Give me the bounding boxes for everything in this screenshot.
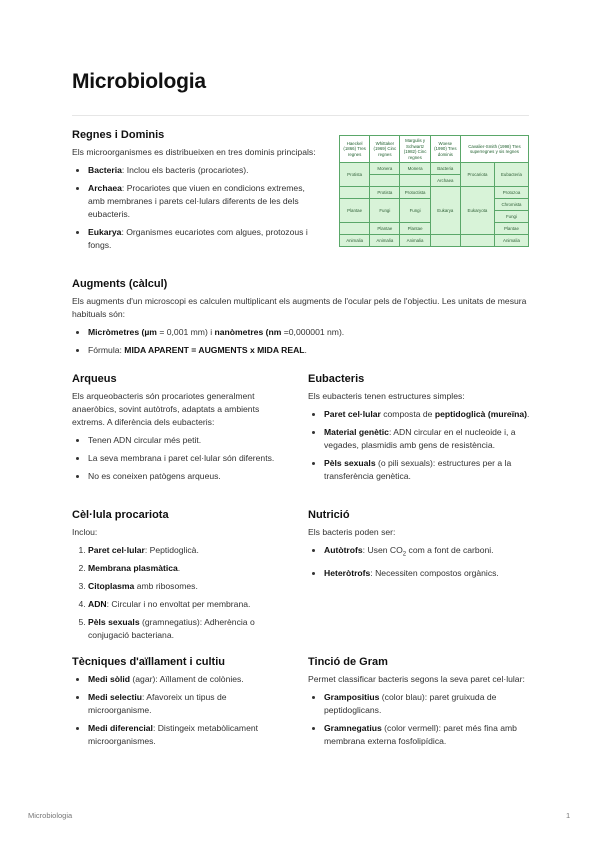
- section-intro: Permet classificar bacteris segons la seva paret cel·lular:: [308, 674, 525, 684]
- section-cellula: [72, 509, 282, 647]
- table-cell: Archaea: [430, 175, 460, 187]
- table-cell: Chromista: [494, 199, 528, 211]
- table-cell: Fungi: [400, 199, 430, 223]
- table-cell: Animalia: [340, 235, 370, 247]
- table-cell: Monera: [370, 163, 400, 175]
- list-item: 5. Pèls sexuals (gramnegatius): Adherència o conjugació bacteriana.: [88, 616, 282, 642]
- list-item: 3. Citoplasma amb ribosomes.: [88, 580, 282, 593]
- section-heading: Eubacteris: [308, 373, 365, 385]
- section-heading: Cèl·lula procariota: [72, 509, 169, 521]
- section-intro: Els eubacteris tenen estructures simples:: [308, 391, 465, 401]
- table-header: Cavalier-Smith (1998) Tres superregnes y sis regnes: [460, 136, 528, 163]
- table-cell: Animalia: [494, 235, 528, 247]
- table-cell: Fungi: [494, 211, 528, 223]
- table-header: Whittaker (1969) Cinc regnes: [370, 136, 400, 163]
- table-header: Woese (1990) Tres dominis: [430, 136, 460, 163]
- gram-list: [308, 691, 530, 748]
- section-heading: Arqueus: [72, 373, 117, 385]
- list-item: • Paret cel·lular composta de peptidoglicà (mureïna).: [324, 408, 530, 421]
- section-gram: [308, 656, 530, 753]
- table-cell: Eukaryota: [460, 187, 494, 235]
- list-item: • Medi sòlid (agar): Aïllament de colònies.: [88, 673, 282, 686]
- list-item: 1. Paret cel·lular: Peptidoglicà.: [88, 544, 282, 557]
- table-cell: Animalia: [370, 235, 400, 247]
- section-intro: Inclou:: [72, 527, 98, 537]
- section-heading: Regnes i Dominis: [72, 129, 165, 141]
- list-item: • Medi selectiu: Afavoreix un tipus de microorganisme.: [88, 691, 282, 717]
- section-heading: Nutrició: [308, 509, 350, 521]
- list-item: 4. ADN: Circular i no envoltat per membrana.: [88, 598, 282, 611]
- list-item: • Bacteria: Inclou els bacteris (procariotes).: [88, 164, 322, 177]
- table-cell: Fungi: [370, 199, 400, 223]
- regnes-list: [72, 164, 322, 252]
- cellula-list: [72, 544, 282, 642]
- table-cell: [430, 235, 460, 247]
- list-item: • Heteròtrofs: Necessiten compostos orgànics.: [324, 567, 530, 580]
- table-header: Haeckel (1866) Tres regnes: [340, 136, 370, 163]
- list-item: • Eukarya: Organismes eucariotes com algues, protozous i fongs.: [88, 226, 322, 252]
- table-cell: Animalia: [400, 235, 430, 247]
- list-item: • Tenen ADN circular més petit.: [88, 434, 282, 447]
- table-cell: Plantae: [400, 223, 430, 235]
- section-intro: Els bacteris poden ser:: [308, 527, 396, 537]
- section-intro: Els arqueobacteris són procariotes generalment anaeròbics, sovint autòtrofs, adaptats a ambients extrems. A diferència dels eubacteris:: [72, 391, 260, 427]
- table-cell: Monera: [400, 163, 430, 175]
- table-cell: Plantae: [494, 223, 528, 235]
- list-item: 2. Membrana plasmàtica.: [88, 562, 282, 575]
- section-intro: Els microorganismes es distribueixen en tres dominis principals:: [72, 147, 316, 157]
- section-heading: Tinció de Gram: [308, 656, 388, 668]
- table-cell: Eukarya: [430, 187, 460, 235]
- table-cell: Plantae: [340, 199, 370, 223]
- nutricio-list: [308, 544, 530, 580]
- table-cell: Protozoa: [494, 187, 528, 199]
- section-heading: Augments (càlcul): [72, 278, 168, 290]
- table-cell: [340, 223, 370, 235]
- list-item: • Micròmetres (µm = 0,001 mm) i nanòmetres (nm =0,000001 nm).: [88, 326, 530, 339]
- list-item: • La seva membrana i paret cel·lular són diferents.: [88, 452, 282, 465]
- section-heading: Tècniques d'aïllament i cultiu: [72, 656, 225, 668]
- arqueus-list: [72, 434, 282, 483]
- list-item: • Medi diferencial: Distingeix metabòlicament microorganismes.: [88, 722, 282, 748]
- table-cell: Procariota: [460, 163, 494, 187]
- section-regnes: [72, 129, 322, 257]
- list-item: • Gramnegatius (color vermell): paret més fina amb membrana externa fosfolipídica.: [324, 722, 530, 748]
- list-item: • Autòtrofs: Usen $CO_2$ com a font de carboni.: [324, 544, 530, 562]
- table-cell: [370, 175, 400, 187]
- list-item: • No es coneixen patògens arqueus.: [88, 470, 282, 483]
- section-arqueus: [72, 373, 282, 488]
- eubacteris-list: [308, 408, 530, 483]
- table-cell: Protista: [370, 187, 400, 199]
- title-divider: [72, 115, 529, 116]
- list-item: • Material genètic: ADN circular en el nucleoide i, a vegades, plasmidis amb gens de resistència.: [324, 426, 530, 452]
- table-cell: Protoctista: [400, 187, 430, 199]
- table-cell: [340, 187, 370, 199]
- domains-table: [339, 135, 529, 247]
- augments-list: [72, 326, 530, 357]
- page-number: 1: [566, 811, 571, 820]
- section-tecniques: [72, 656, 282, 753]
- table-cell: Plantae: [370, 223, 400, 235]
- table-cell: Protista: [340, 163, 370, 187]
- list-item: • Grampositius (color blau): paret gruixuda de peptidoglicans.: [324, 691, 530, 717]
- table-cell: [400, 175, 430, 187]
- list-item: • Archaea: Procariotes que viuen en condicions extremes, amb membranes i parets cel·lulars diferents de les dels eubacteris.: [88, 182, 322, 221]
- section-augments: [72, 278, 530, 362]
- page-title: Microbiologia: [72, 70, 206, 93]
- table-cell: Eubacteria: [494, 163, 528, 187]
- footer-title: Microbiologia: [28, 811, 73, 820]
- list-item: • Pèls sexuals (o pili sexuals): estructures per a la transferència genètica.: [324, 457, 530, 483]
- section-intro: Els augments d'un microscopi es calculen multiplicant els augments de l'ocular pels de l'objectiu. Les unitats de mesura habituals són:: [72, 296, 527, 319]
- tecniques-list: [72, 673, 282, 748]
- table-cell: Bacteria: [430, 163, 460, 175]
- section-eubacteris: [308, 373, 530, 488]
- section-nutricio: [308, 509, 530, 585]
- table-header: Margulis y Schwartz (1982) Cinc regnes: [400, 136, 430, 163]
- table-cell: [460, 235, 494, 247]
- list-item: • Fórmula: MIDA APARENT = AUGMENTS x MIDA REAL.: [88, 344, 530, 357]
